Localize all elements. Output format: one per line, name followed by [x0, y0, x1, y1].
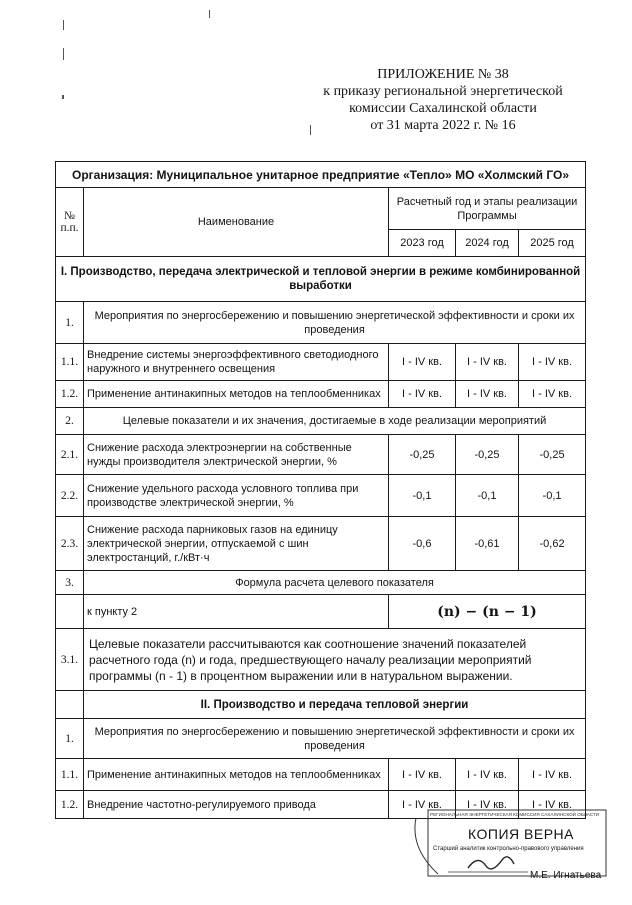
year-2024-header: 2024 год — [456, 230, 519, 257]
org-row — [56, 162, 586, 188]
value-2024: I - IV кв. — [456, 759, 519, 791]
header-row — [56, 188, 586, 230]
row-number: 3.1. — [56, 629, 84, 691]
value-2023: I - IV кв. — [389, 381, 456, 408]
scan-speck — [63, 20, 64, 30]
table-row — [56, 475, 586, 517]
value-2023: I - IV кв. — [389, 759, 456, 791]
table-row — [56, 517, 586, 571]
value-2024: -0,1 — [456, 475, 519, 517]
row-number-empty — [56, 595, 84, 629]
section-2-row — [56, 691, 586, 719]
subsection-title: Мероприятия по энергосбережению и повышению энергетической эффективности и сроки их проведения — [84, 719, 586, 759]
value-2023: -0,6 — [389, 517, 456, 571]
table-row — [56, 381, 586, 408]
row-number: 2.3. — [56, 517, 84, 571]
appendix-ref-line2: к приказу региональной энергетической — [323, 84, 563, 99]
value-2025: I - IV кв. — [519, 759, 586, 791]
col-period-header: Расчетный год и этапы реализации Программы — [389, 188, 586, 230]
formula-label: к пункту 2 — [84, 595, 389, 629]
value-2025: -0,62 — [519, 517, 586, 571]
value-2025: I - IV кв. — [519, 791, 586, 819]
row-number: 1. — [56, 719, 84, 759]
table-row — [56, 435, 586, 475]
scan-speck — [62, 95, 64, 99]
value-2023: -0,1 — [389, 475, 456, 517]
value-2025: I - IV кв. — [519, 381, 586, 408]
year-2025-header: 2025 год — [519, 230, 586, 257]
value-2025: -0,25 — [519, 435, 586, 475]
value-2024: I - IV кв. — [456, 381, 519, 408]
subsection-1-3-row — [56, 571, 586, 595]
row-number: 1.2. — [56, 791, 84, 819]
value-2024: -0,25 — [456, 435, 519, 475]
value-2025: I - IV кв. — [519, 344, 586, 381]
appendix-title: ПРИЛОЖЕНИЕ № 38 — [377, 67, 509, 82]
scan-speck — [310, 125, 311, 135]
subsection-1-1-row — [56, 302, 586, 344]
stamp-signer-name: М.Е. Игнатьева — [530, 870, 602, 881]
row-number: 1.1. — [56, 344, 84, 381]
measure-name: Внедрение системы энергоэффективного светодиодного наружного и внутреннего освещения — [84, 344, 389, 381]
indicator-name: Снижение расхода электроэнергии на собственные нужды производителя электрической энергии, % — [84, 435, 389, 475]
value-2025: -0,1 — [519, 475, 586, 517]
appendix-header — [318, 66, 568, 134]
formula: (n) − (n − 1) — [389, 595, 586, 629]
stamp-subtitle: Старший аналитик контрольно-правового управления — [433, 846, 584, 852]
row-number: 1.1. — [56, 759, 84, 791]
indicator-name: Снижение удельного расхода условного топлива при производстве электрической энергии, % — [84, 475, 389, 517]
measure-name: Применение антинакипных методов на теплообменниках — [84, 381, 389, 408]
indicator-name: Снижение расхода парниковых газов на единицу электрической энергии, отпускаемой с шин электростанций, г./кВт·ч — [84, 517, 389, 571]
row-number: 2.2. — [56, 475, 84, 517]
row-number: 1.2. — [56, 381, 84, 408]
stamp-frame — [428, 810, 606, 876]
row-number: 3. — [56, 571, 84, 595]
section-2-title: II. Производство и передача тепловой энергии — [84, 691, 586, 719]
explanation-row — [56, 629, 586, 691]
col-name-header: Наименование — [84, 188, 389, 257]
value-2023: I - IV кв. — [389, 344, 456, 381]
stamp-org-text: РЕГИОНАЛЬНАЯ ЭНЕРГЕТИЧЕСКАЯ КОМИССИЯ САХАЛИНСКОЙ ОБЛАСТИ — [430, 812, 600, 817]
subsection-1-2-row — [56, 408, 586, 435]
row-number-empty — [56, 691, 84, 719]
subsection-title: Целевые показатели и их значения, достигаемые в ходе реализации мероприятий — [84, 408, 586, 435]
col-number-header: № п.п. — [56, 188, 84, 257]
value-2024: I - IV кв. — [456, 344, 519, 381]
table-row — [56, 344, 586, 381]
value-2024: I - IV кв. — [456, 791, 519, 819]
explanation-text: Целевые показатели рассчитываются как соотношение значений показателей расчетного года (n) и года, предшествующего началу реализации мероприятий программы (n - 1) в процентном выражении или в натуральном выражении. — [84, 629, 586, 691]
appendix-date: от 31 марта 2022 г. № 16 — [370, 118, 516, 133]
row-number: 2.1. — [56, 435, 84, 475]
signature — [468, 857, 514, 869]
formula-row — [56, 595, 586, 629]
program-table — [55, 161, 586, 819]
section-1-title: I. Производство, передача электрической и тепловой энергии в режиме комбинированной выработки — [56, 257, 586, 302]
measure-name: Внедрение частотно-регулируемого привода — [84, 791, 389, 819]
table-row — [56, 759, 586, 791]
year-2023-header: 2023 год — [389, 230, 456, 257]
subsection-title: Формула расчета целевого показателя — [84, 571, 586, 595]
value-2024: -0,61 — [456, 517, 519, 571]
subsection-2-1-row — [56, 719, 586, 759]
appendix-ref-line3: комиссии Сахалинской области — [349, 101, 537, 116]
value-2023: I - IV кв. — [389, 791, 456, 819]
scan-speck — [63, 48, 64, 60]
stamp-title: КОПИЯ ВЕРНА — [468, 826, 574, 842]
row-number: 2. — [56, 408, 84, 435]
organization-name: Организация: Муниципальное унитарное предприятие «Тепло» МО «Холмский ГО» — [56, 162, 586, 188]
value-2023: -0,25 — [389, 435, 456, 475]
scan-speck — [209, 10, 210, 18]
row-number: 1. — [56, 302, 84, 344]
subsection-title: Мероприятия по энергосбережению и повышению энергетической эффективности и сроки их проведения — [84, 302, 586, 344]
measure-name: Применение антинакипных методов на теплообменниках — [84, 759, 389, 791]
section-1-row — [56, 257, 586, 302]
